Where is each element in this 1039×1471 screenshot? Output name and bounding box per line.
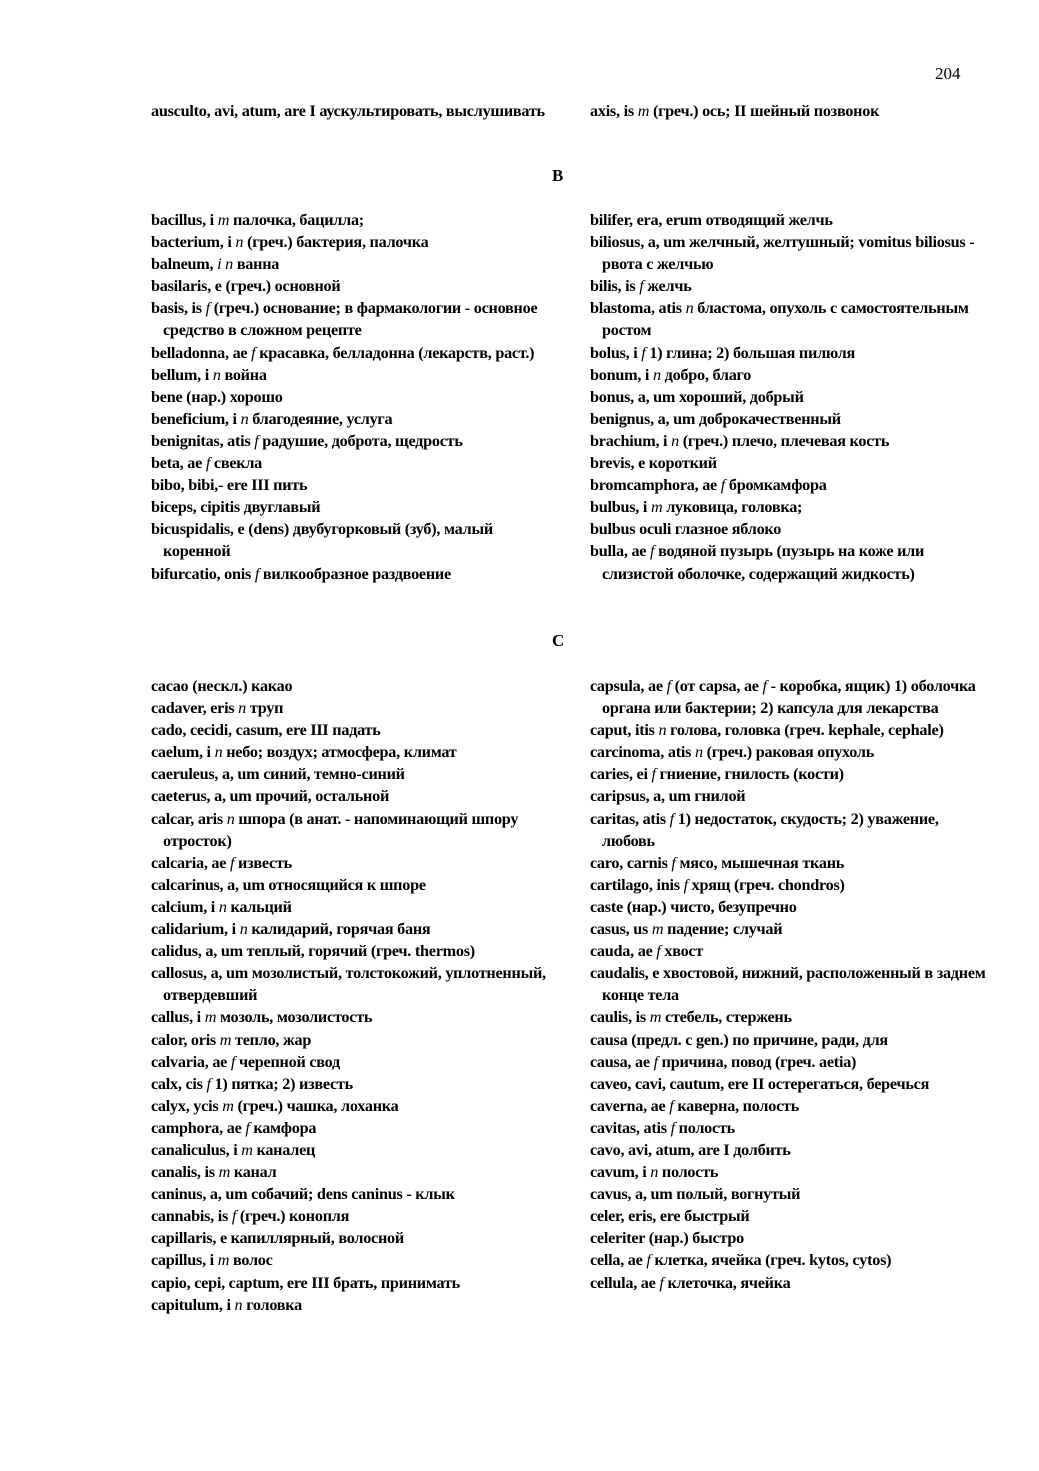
gender-marker: f <box>250 431 263 450</box>
dictionary-entry: ausculto, avi, atum, are I аускультировать, выслушивать <box>151 102 545 120</box>
dictionary-entry: beta, ae f свекла <box>151 454 263 473</box>
gender-marker: f <box>202 1074 215 1093</box>
dictionary-entry: caeruleus, a, um синий, темно-синий <box>151 765 405 784</box>
left-column <box>151 100 546 122</box>
dictionary-entry: canalis, is m канал <box>151 1163 277 1182</box>
dictionary-entry: bilifer, era, erum отводящий желчь <box>590 211 833 229</box>
gender-marker: f <box>679 875 692 894</box>
gender-marker: n <box>240 409 253 428</box>
dictionary-entry: caste (нар.) чисто, безупречно <box>590 897 797 916</box>
dictionary-entry: celer, eris, ere быстрый <box>590 1207 750 1226</box>
gender-marker: n <box>652 365 665 384</box>
left-column <box>151 209 546 585</box>
dictionary-entry: cavitas, atis f полость <box>590 1118 735 1137</box>
dictionary-entry: bibo, bibi,- ere III пить <box>151 476 308 495</box>
dictionary-entry: bene (нар.) хорошо <box>151 387 283 406</box>
dictionary-entry: cartilago, inis f хрящ (греч. chondros) <box>590 875 845 894</box>
dictionary-entry: caeterus, a, um прочий, остальной <box>151 787 390 806</box>
dictionary-entry: causa, ae f причина, повод (греч. aetia) <box>590 1052 857 1071</box>
dictionary-entry: caries, ei f гниение, гнилость (кости) <box>590 765 844 784</box>
gender-marker: i n <box>217 255 237 274</box>
gender-marker: f <box>227 1052 239 1071</box>
dictionary-entry: bulbus oculi глазное яблоко <box>590 520 782 539</box>
dictionary-entry: cavum, i n полость <box>590 1163 719 1182</box>
dictionary-entry: capio, cepi, captum, ere III брать, принимать <box>151 1273 460 1292</box>
dictionary-entry: blastoma, atis n бластома, опухоль с самостоятельным ростом <box>590 299 969 340</box>
gender-marker: f <box>226 853 239 872</box>
dictionary-entry: calidus, a, um теплый, горячий (греч. thermos) <box>151 942 475 961</box>
gender-marker: m <box>649 1008 666 1027</box>
gender-marker: f <box>758 677 771 695</box>
dictionary-entry: caro, carnis f мясо, мышечная ткань <box>590 853 845 872</box>
gender-marker: m <box>204 1008 220 1027</box>
gender-marker: n <box>658 721 671 740</box>
dictionary-entry: caveo, cavi, cautum, ere II остерегаться, беречься <box>590 1074 930 1093</box>
gender-marker: f <box>662 677 675 695</box>
gender-marker: f <box>649 1052 662 1071</box>
dictionary-entry: capitulum, i n головка <box>151 1295 302 1314</box>
dictionary-entry: caudalis, e хвостовой, нижний, расположенный в заднем конце тела <box>590 964 986 1005</box>
dictionary-entry: calor, oris m тепло, жар <box>151 1030 312 1049</box>
gender-marker: f <box>228 1207 240 1226</box>
dictionary-entry: brevis, e короткий <box>590 454 717 473</box>
right-column <box>590 100 995 122</box>
dictionary-entry: calyx, ycis m (греч.) чашка, лоханка <box>151 1096 399 1115</box>
gender-marker: n <box>694 743 707 762</box>
dictionary-entry: calcaria, ae f известь <box>151 853 292 872</box>
dictionary-entry: cavo, avi, atum, are I долбить <box>590 1140 791 1159</box>
dictionary-entry: calcar, aris n шпора (в анат. - напоминающий шпору отросток) <box>151 809 519 850</box>
dictionary-entry: calx, cis f 1) пятка; 2) известь <box>151 1074 353 1093</box>
dictionary-entry: calcarinus, a, um относящийся к шпоре <box>151 875 426 894</box>
gender-marker: m <box>217 1251 233 1270</box>
dictionary-entry: brachium, i n (греч.) плечо, плечевая кость <box>590 431 890 450</box>
dictionary-entry: bellum, i n война <box>151 365 267 384</box>
dictionary-entry: caelum, i n небо; воздух; атмосфера, климат <box>151 743 457 762</box>
dictionary-entry: bacterium, i n (греч.) бактерия, палочка <box>151 233 429 252</box>
dictionary-entry: capillaris, e капиллярный, волосной <box>151 1229 404 1248</box>
gender-marker: n <box>239 920 252 939</box>
gender-marker: m <box>650 498 667 517</box>
dictionary-entry: cannabis, is f (греч.) конопля <box>151 1207 350 1226</box>
gender-marker: n <box>218 897 231 916</box>
dictionary-entry: camphora, ae f камфора <box>151 1118 317 1137</box>
dictionary-entry: bacillus, i m палочка, бацилла; <box>151 211 364 229</box>
dictionary-entry: canaliculus, i m каналец <box>151 1140 316 1159</box>
dictionary-entry: calvaria, ae f черепной свод <box>151 1052 340 1071</box>
gender-marker: n <box>214 743 227 762</box>
dictionary-entry: cavus, a, um полый, вогнутый <box>590 1185 801 1204</box>
dictionary-entry: balneum, i n ванна <box>151 255 280 274</box>
gender-marker: f <box>251 564 263 583</box>
dictionary-entry: belladonna, ae f красавка, белладонна (лекарств, раст.) <box>151 343 535 362</box>
dictionary-entry: cacao (нескл.) какао <box>151 677 293 695</box>
dictionary-entry: basilaris, e (греч.) основной <box>151 277 341 296</box>
dictionary-entry: callus, i m мозоль, мозолистость <box>151 1008 373 1027</box>
gender-marker: n <box>238 699 250 718</box>
page-number: 204 <box>935 64 961 83</box>
dictionary-entry: caput, itis n голова, головка (греч. kephale, cephale) <box>590 721 944 740</box>
gender-marker: f <box>717 476 729 495</box>
dictionary-entry: bonum, i n добро, благо <box>590 365 752 384</box>
dictionary-entry: basis, is f (греч.) основание; в фармакологии - основное средство в сложном рецепте <box>151 299 538 340</box>
dictionary-entry: bromcamphora, ae f бромкамфора <box>590 476 827 495</box>
dictionary-entry: causa (предл. с gen.) по причине, ради, для <box>590 1030 888 1049</box>
gender-marker: f <box>665 1096 678 1115</box>
gender-marker: f <box>642 1251 655 1270</box>
dictionary-entry: capillus, i m волос <box>151 1251 273 1270</box>
gender-marker: f <box>652 942 665 961</box>
gender-marker: f <box>646 542 659 561</box>
gender-marker: n <box>234 1295 247 1314</box>
dictionary-entry: calcium, i n кальций <box>151 897 292 916</box>
gender-marker: f <box>655 1273 668 1292</box>
gender-marker: f <box>241 1118 254 1137</box>
dictionary-entry: caripsus, a, um гнилой <box>590 787 746 806</box>
left-column <box>151 675 546 1316</box>
gender-marker: f <box>637 343 650 362</box>
gender-marker: m <box>219 1030 236 1049</box>
gender-marker: f <box>247 343 260 362</box>
dictionary-entry: cado, cecidi, casum, ere III падать <box>151 721 381 740</box>
gender-marker: m <box>222 1096 238 1115</box>
gender-marker: n <box>650 1163 662 1182</box>
gender-marker: m <box>651 920 668 939</box>
dictionary-entry: bolus, i f 1) глина; 2) большая пилюля <box>590 343 855 362</box>
gender-marker: f <box>201 299 214 318</box>
dictionary-entry: caritas, atis f 1) недостаток, скудость; 2) уважение, любовь <box>590 809 939 850</box>
dictionary-entry: beneficium, i n благодеяние, услуга <box>151 409 393 428</box>
dictionary-entry: cellula, ae f клеточка, ячейка <box>590 1273 791 1292</box>
gender-marker: f <box>666 1118 679 1137</box>
dictionary-entry: celeriter (нар.) быстро <box>590 1229 744 1248</box>
right-column <box>590 209 995 585</box>
dictionary-entry: bicuspidalis, e (dens) двубугорковый (зуб), малый коренной <box>151 520 493 561</box>
dictionary-entry: benignus, a, um доброкачественный <box>590 409 841 428</box>
dictionary-entry: cadaver, eris n труп <box>151 699 284 718</box>
dictionary-entry: capsula, ae f (от capsa, ae f - коробка, ящик) 1) оболочка органа или бактерии; 2) капсула для лекарства <box>590 677 976 718</box>
letter-heading-b: B <box>552 166 564 185</box>
dictionary-entry: caulis, is m стебель, стержень <box>590 1008 792 1027</box>
dictionary-entry: casus, us m падение; случай <box>590 920 783 939</box>
dictionary-entry: bonus, a, um хороший, добрый <box>590 387 804 406</box>
gender-marker: m <box>637 102 653 120</box>
gender-marker: m <box>241 1140 257 1159</box>
dictionary-entry: calidarium, i n калидарий, горячая баня <box>151 920 431 939</box>
gender-marker: n <box>235 233 248 252</box>
right-column <box>590 675 995 1294</box>
gender-marker: f <box>667 853 680 872</box>
dictionary-entry: callosus, a, um мозолистый, толстокожий, уплотненный, отвердевший <box>151 964 546 1005</box>
dictionary-entry: cauda, ae f хвост <box>590 942 704 961</box>
dictionary-entry: bilis, is f желчь <box>590 277 692 296</box>
dictionary-entry: bifurcatio, onis f вилкообразное раздвоение <box>151 564 451 583</box>
gender-marker: f <box>665 809 678 828</box>
dictionary-entry: biceps, cipitis двуглавый <box>151 498 321 517</box>
dictionary-entry: bulbus, i m луковица, головка; <box>590 498 803 517</box>
gender-marker: n <box>226 809 239 828</box>
gender-marker: f <box>647 765 660 784</box>
gender-marker: f <box>202 454 214 473</box>
gender-marker: n <box>685 299 698 318</box>
dictionary-entry: caninus, a, um собачий; dens caninus - клык <box>151 1185 455 1204</box>
gender-marker: m <box>218 1163 234 1182</box>
dictionary-entry: biliosus, a, um желчный, желтушный; vomitus biliosus - рвота с желчью <box>590 233 975 274</box>
dictionary-entry: cella, ae f клетка, ячейка (греч. kytos, cytos) <box>590 1251 892 1270</box>
dictionary-entry: bulla, ae f водяной пузырь (пузырь на коже или слизистой оболочке, содержащий жидкость) <box>590 542 925 583</box>
dictionary-entry: benignitas, atis f радушие, доброта, щедрость <box>151 431 463 450</box>
gender-marker: n <box>212 365 225 384</box>
dictionary-entry: axis, is m (греч.) ось; II шейный позвонок <box>590 102 880 120</box>
gender-marker: f <box>635 277 648 296</box>
letter-heading-c: C <box>552 631 565 650</box>
dictionary-entry: caverna, ae f каверна, полость <box>590 1096 800 1115</box>
gender-marker: n <box>671 431 683 450</box>
dictionary-entry: carcinoma, atis n (греч.) раковая опухоль <box>590 743 875 762</box>
gender-marker: m <box>217 211 233 229</box>
